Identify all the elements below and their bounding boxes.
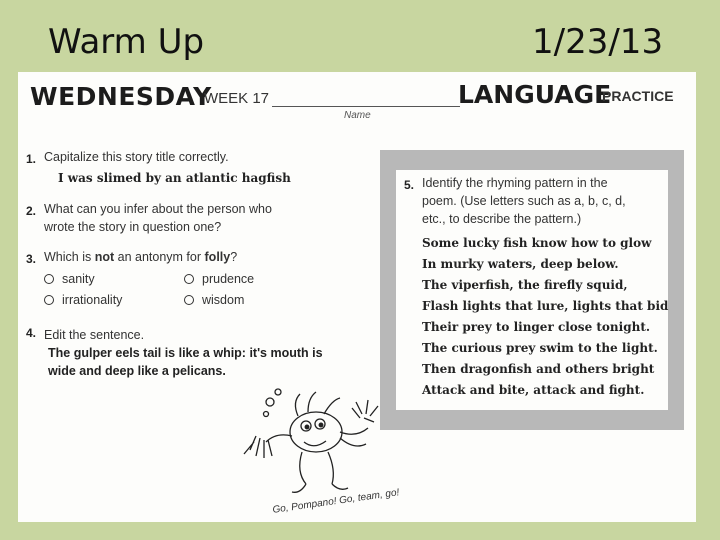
- poem-line: The curious prey swim to the light.: [422, 341, 658, 355]
- poem-line: In murky waters, deep below.: [422, 257, 619, 271]
- radio-icon: [44, 274, 54, 284]
- worksheet-week: WEEK 17: [204, 90, 270, 107]
- q3-option-c[interactable]: [44, 293, 122, 307]
- q3-option-d[interactable]: [184, 293, 244, 307]
- q3-option-b[interactable]: [184, 272, 254, 286]
- poem-line: Then dragonfish and others bright: [422, 362, 655, 376]
- pom-pom-icon: [244, 436, 272, 458]
- poem-line: Attack and bite, attack and fight.: [422, 383, 645, 397]
- slide-title: Warm Up: [48, 22, 205, 62]
- fish-cheerleader-illustration: [236, 384, 386, 504]
- option-label: wisdom: [202, 293, 245, 307]
- q3-number: 3.: [26, 252, 37, 266]
- bubble-icon: [275, 389, 281, 395]
- bubble-icon: [264, 412, 269, 417]
- q4-prompt: Edit the sentence.: [44, 328, 145, 342]
- name-label: Name: [344, 110, 371, 121]
- worksheet-day: WEDNESDAY: [30, 82, 212, 111]
- slide-date: 1/23/13: [532, 22, 664, 62]
- q5-prompt-line2: poem. (Use letters such as a, b, c, d,: [422, 194, 626, 208]
- bubble-icon: [266, 398, 274, 406]
- q3-prompt-end: ?: [230, 250, 238, 264]
- option-label: irrationality: [62, 293, 123, 307]
- q5-panel-inner: [396, 170, 668, 410]
- q4-number: 4.: [26, 326, 37, 340]
- poem-line: Their prey to linger close tonight.: [422, 320, 651, 334]
- option-label: sanity: [62, 272, 95, 286]
- q2-prompt-line1: What can you infer about the person who: [44, 202, 272, 216]
- q3-prompt-pre: Which is: [44, 250, 92, 264]
- name-line: [272, 106, 460, 107]
- q3-prompt-mid: an antonym for: [117, 250, 202, 264]
- q5-prompt-line3: etc., to describe the pattern.): [422, 212, 582, 226]
- q3-prompt: [44, 248, 237, 267]
- poem-line: Flash lights that lure, lights that bid: [422, 299, 669, 313]
- pom-pom-icon: [352, 400, 378, 422]
- q5-prompt-line1: Identify the rhyming pattern in the: [422, 176, 608, 190]
- q1-title-line: I was slimed by an atlantic hagfish: [58, 171, 291, 185]
- q5-number: 5.: [404, 178, 415, 192]
- q2-number: 2.: [26, 204, 37, 218]
- q2-prompt-line2: wrote the story in question one?: [44, 220, 222, 234]
- option-label: prudence: [202, 272, 255, 286]
- illustration-caption: Go, Pompano! Go, team, go!: [271, 487, 401, 516]
- q3-option-a[interactable]: [44, 272, 95, 286]
- radio-icon: [184, 274, 194, 284]
- radio-icon: [184, 295, 194, 305]
- q1-prompt: Capitalize this story title correctly.: [44, 150, 229, 164]
- worksheet-subject: LANGUAGE: [458, 80, 612, 109]
- q1-number: 1.: [26, 152, 37, 166]
- q3-prompt-not: not: [94, 250, 115, 264]
- q4-sentence: The gulper eels tail is like a whip: it's mouth is wide and deep like a pelicans.: [48, 346, 323, 378]
- radio-icon: [44, 295, 54, 305]
- worksheet-subject-suffix: PRACTICE: [602, 88, 674, 104]
- worksheet-scan: [18, 72, 696, 522]
- poem-line: The viperfish, the firefly squid,: [422, 278, 628, 292]
- q3-prompt-word: folly: [204, 250, 231, 264]
- q5-panel: [380, 150, 684, 430]
- poem-line: Some lucky fish know how to glow: [422, 236, 652, 250]
